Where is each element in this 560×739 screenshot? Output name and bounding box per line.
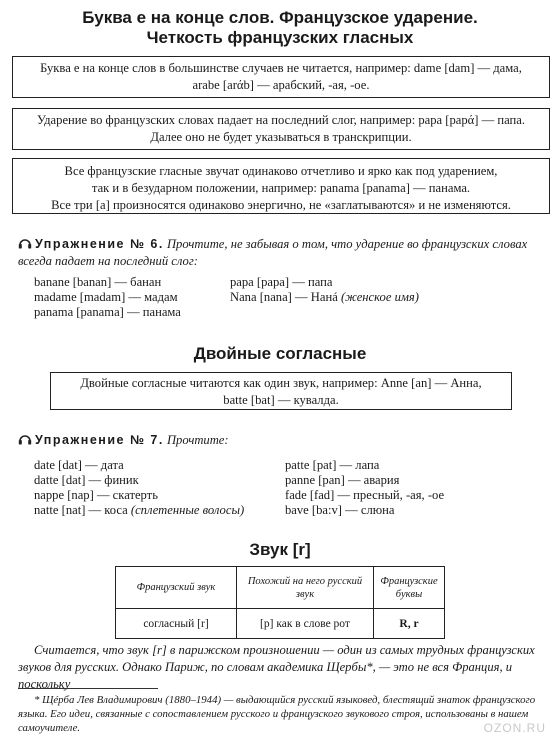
exercise-6-left-column bbox=[34, 275, 181, 320]
word-text: natte [nat] — коса bbox=[34, 503, 128, 517]
footnote-divider bbox=[18, 688, 158, 689]
word-entry: panama [panama] — панама bbox=[34, 305, 181, 319]
exercise-6-heading bbox=[18, 236, 548, 270]
body-paragraph: Считается, что звук [r] в парижском произношении — один из самых трудных французских звуков для русских. Однако Париж, по словам академика Щербы*, — это не вся Франция, и поскольку bbox=[18, 643, 535, 691]
table-cell: R, r bbox=[374, 609, 445, 639]
exercise-7-heading bbox=[18, 432, 548, 449]
section-heading-sound-r: Звук [r] bbox=[249, 540, 311, 559]
table-header-cell: Французский звук bbox=[116, 567, 237, 609]
word-note: (женское имя) bbox=[340, 290, 419, 304]
rule-box-double-consonants bbox=[50, 372, 512, 410]
table-row bbox=[116, 609, 445, 639]
word-entry: datte [dat] — финик bbox=[34, 473, 139, 487]
rule-line: Все французские гласные звучат одинаково отчетливо и ярко как под ударением, bbox=[64, 164, 498, 178]
table-cell: [р] как в слове рот bbox=[237, 609, 374, 639]
section-heading-double-consonants: Двойные согласные bbox=[193, 344, 367, 363]
rule-line: Буква е на конце слов в большинстве случаев не читается, например: dame [dam] — дама, bbox=[40, 61, 522, 75]
table-header-row bbox=[116, 567, 445, 609]
word-text: Nana [nana] — Нанá bbox=[230, 290, 338, 304]
headphones-icon bbox=[18, 237, 32, 249]
exercise-6-right-column bbox=[230, 275, 419, 305]
word-entry: bave [ba:v] — слюна bbox=[285, 503, 395, 517]
table-header-cell: Похожий на него русский звук bbox=[237, 567, 374, 609]
word-entry: nappe [nap] — скатерть bbox=[34, 488, 158, 502]
rule-line: так и в безударном положении, например: panama [panama] — панама. bbox=[91, 181, 471, 195]
word-entry: date [dat] — дата bbox=[34, 458, 124, 472]
word-entry: papa [papa] — папа bbox=[230, 275, 333, 289]
rule-line: Все три [a] произносятся одинаково энергично, не «заглатываются» и не изменяются. bbox=[51, 198, 511, 212]
table-header-cell: Французские буквы bbox=[374, 567, 445, 609]
exercise-instruction: Прочтите: bbox=[166, 433, 229, 447]
table-cell: согласный [r] bbox=[116, 609, 237, 639]
word-entry: patte [pat] — лапа bbox=[285, 458, 380, 472]
word-entry bbox=[230, 290, 419, 305]
rule-line: Ударение во французских словах падает на последний слог, например: papa [papά] — папа. bbox=[37, 113, 525, 127]
sound-table bbox=[115, 566, 445, 639]
exercise-7-left-column bbox=[34, 458, 244, 518]
word-note: (сплетенные волосы) bbox=[130, 503, 245, 517]
headphones-icon bbox=[18, 433, 32, 445]
footnote: * Щéрба Лев Владимирович (1880–1944) — выдающийся русский языковед, блестящий знаток французского языка. Его идеи, связанные с сопоставлением русского и французского звукового строя, использованы в нашем самоучителе. bbox=[18, 694, 536, 734]
exercise-instruction: Прочтите, не забывая о том, что ударение во французских словах всегда падает на последний слог: bbox=[18, 237, 528, 268]
rule-box-stress bbox=[12, 108, 550, 150]
word-entry: panne [pan] — авария bbox=[285, 473, 400, 487]
rule-line: batte [bat] — кувалда. bbox=[223, 393, 339, 407]
word-entry bbox=[34, 503, 244, 518]
word-entry: banane [banan] — банан bbox=[34, 275, 162, 289]
word-entry: madame [madam] — мадам bbox=[34, 290, 178, 304]
page-subtitle: Четкость французских гласных bbox=[146, 28, 414, 47]
exercise-label: Упражнение № 6. bbox=[35, 237, 164, 251]
watermark: OZON.RU bbox=[483, 721, 546, 735]
page-title: Буква е на конце слов. Французское ударение. bbox=[82, 8, 478, 27]
rule-box-vowels bbox=[12, 158, 550, 214]
rule-line: Двойные согласные читаются как один звук, например: Anne [an] — Анна, bbox=[80, 376, 482, 390]
exercise-7-right-column bbox=[285, 458, 444, 518]
rule-line: arabe [arάb] — арабский, -ая, -ое. bbox=[192, 78, 370, 92]
rule-line: Далее оно не будет указываться в транскрипции. bbox=[150, 130, 412, 144]
word-entry: fade [fad] — пресный, -ая, -ое bbox=[285, 488, 445, 502]
rule-box-mute-e bbox=[12, 56, 550, 98]
exercise-label: Упражнение № 7. bbox=[35, 433, 164, 447]
